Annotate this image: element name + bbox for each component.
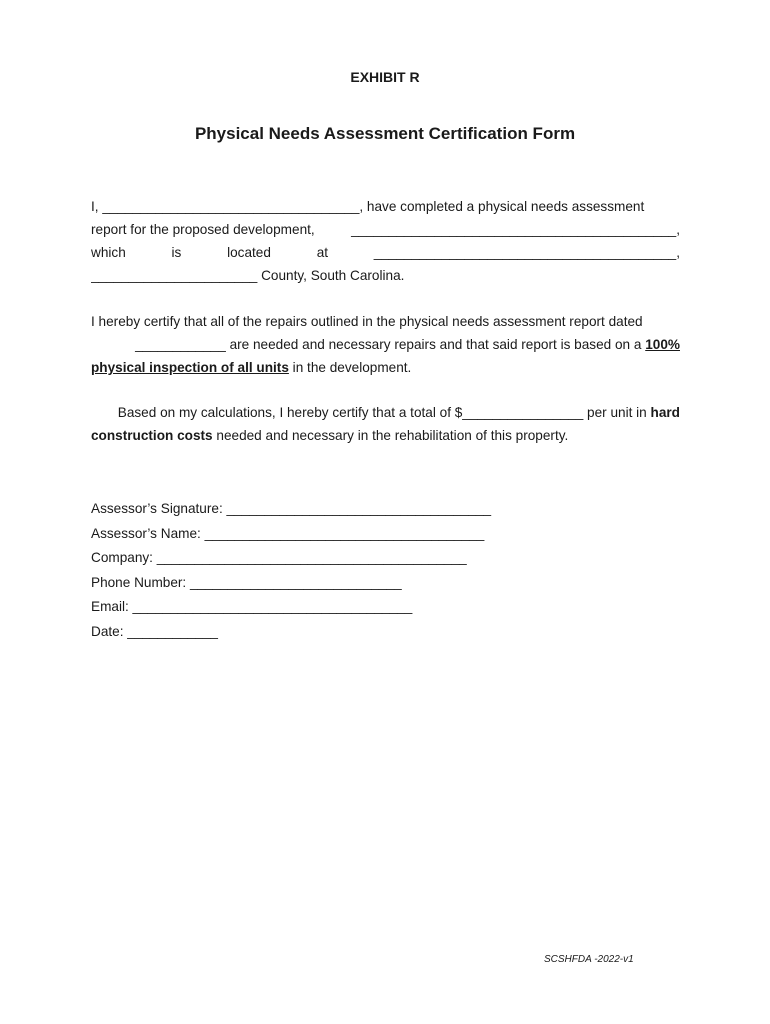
hard-emphasis: hard [650,405,680,420]
inspection-emphasis: physical inspection of all units [91,360,289,375]
exhibit-label: EXHIBIT R [350,69,420,85]
paragraph2-line1-text: I hereby certify that all of the repairs outlined in the physical needs assessment report dated [91,314,643,329]
phone-field[interactable]: Phone Number: ____________________________ [91,574,402,590]
paragraph1-line4 [91,264,680,287]
paragraph1-line2 [91,218,680,241]
assessment-paragraph [91,195,680,287]
paragraph2-line3-text: in the development. [288,360,412,375]
county-text: ______________________ County, South Carolina. [91,268,405,283]
date-field[interactable]: Date: ____________ [91,623,218,639]
construction-costs-emphasis: construction costs [91,428,213,443]
paragraph2-line1 [91,310,680,333]
paragraph3-line2-text: needed and necessary in the rehabilitation of this property. [212,428,569,443]
company-field[interactable]: Company: _________________________________________ [91,550,467,565]
word-which: which [91,245,126,260]
repairs-paragraph [91,310,680,379]
paragraph1-line2-text: report for the proposed development, [91,222,315,237]
development-name-blank: ___________________________________________, [351,222,680,237]
paragraph2-line2-text: ____________ are needed and necessary repairs and that said report is based on a [135,337,646,352]
email-field[interactable]: Email: _____________________________________ [91,599,413,614]
word-is: is [171,245,182,260]
document-version-footer: SCSHFDA -2022-v1 [544,954,634,965]
signature-field[interactable]: Assessor’s Signature: ___________________________________ [91,501,492,516]
assessor-fields [91,497,491,644]
paragraph1-line1-text: I, __________________________________, have completed a physical needs assessment [91,199,645,214]
name-field[interactable]: Assessor’s Name: _____________________________________ [91,525,485,541]
word-at: at [316,245,329,260]
paragraph3-line2 [91,424,680,447]
percent-emphasis: 100% [645,337,680,352]
paragraph1-line3 [91,241,680,264]
paragraph3-line1-text: Based on my calculations, I hereby certify that a total of $________________ per unit in [117,405,651,420]
paragraph2-line2 [91,333,680,356]
costs-paragraph [91,401,680,447]
word-located: located [227,245,271,260]
location-blank: ________________________________________, [373,245,680,260]
paragraph3-line1 [91,401,680,424]
form-title: Physical Needs Assessment Certification Form [194,124,576,143]
paragraph2-line3 [91,356,680,379]
paragraph1-line1 [91,195,680,218]
